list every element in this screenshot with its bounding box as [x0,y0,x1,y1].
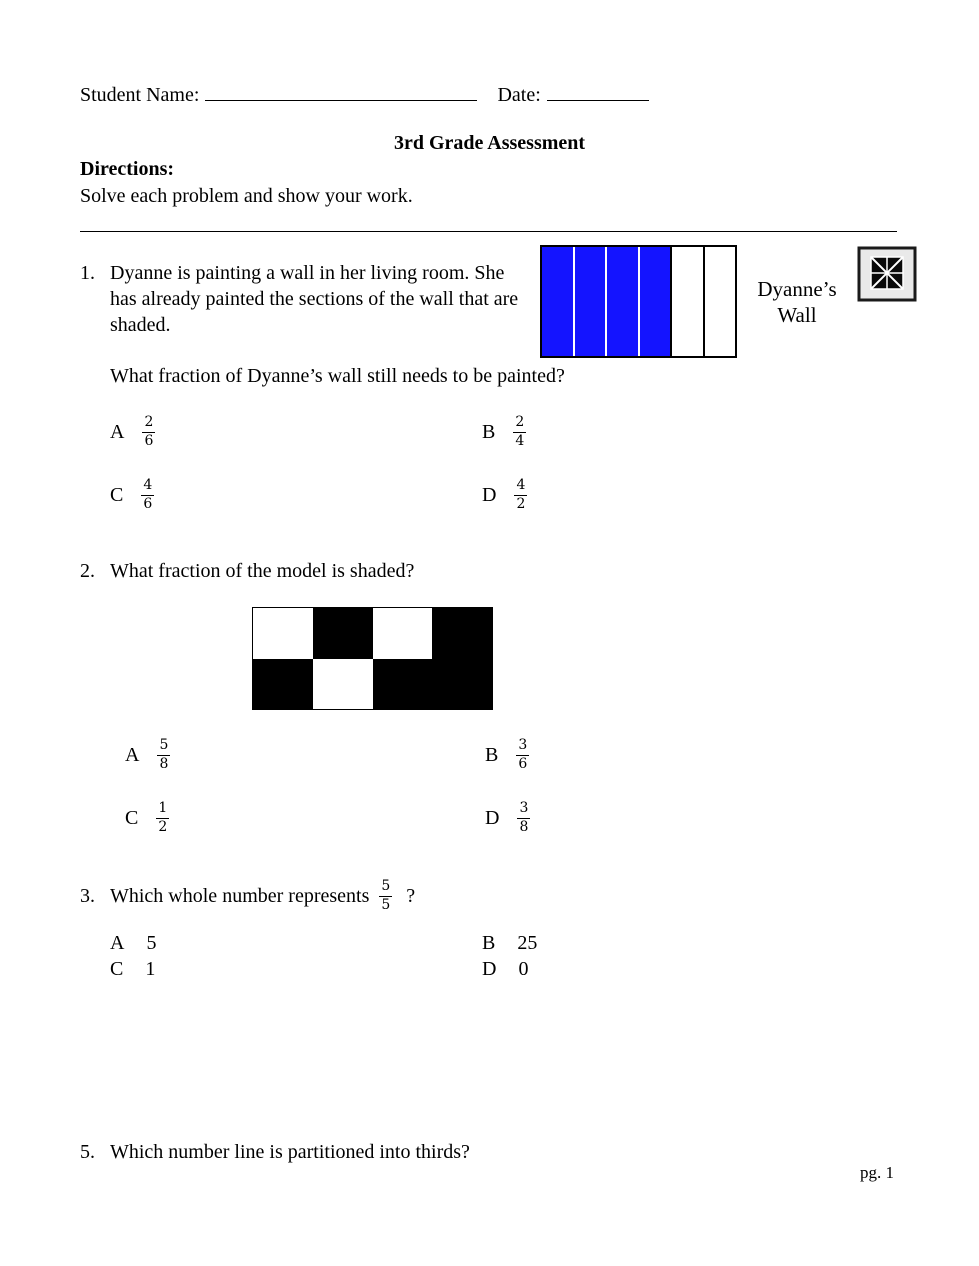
wall-section-shaded [640,247,673,356]
question-3-text: Which whole number represents [110,884,370,907]
q2-option-d [485,800,530,836]
page-title: 3rd Grade Assessment [393,132,586,154]
q1-option-c [110,477,154,513]
date-label: Date: [497,84,541,106]
question-5-number: 5. [80,1141,95,1163]
model-cell-unshaded [373,608,433,659]
question-1-prompt: What fraction of Dyanne’s wall still needs to be painted? [110,365,565,387]
question-1 [80,260,525,338]
option-letter: B [485,743,499,766]
model-cell-shaded [313,608,373,659]
model-cell-shaded [373,659,433,710]
wall-section-unshaded [672,247,705,356]
question-2 [80,558,580,584]
student-name-label: Student Name: [80,84,200,106]
question-2-text: What fraction of the model is shaded? [110,560,415,582]
q1-option-d [482,477,527,513]
option-value: 5 [146,932,157,954]
question-1-text: Dyanne is painting a wall in her living room. She has already painted the sections of the wall that are shaded. [110,262,519,336]
option-value: 1 [145,958,156,980]
fraction: $\frac{4}{6}$ [143,477,153,512]
model-cell-shaded [432,659,492,710]
wall-section-shaded [607,247,640,356]
q1-wall-graphic [540,245,737,358]
broken-image-icon [857,246,917,302]
option-letter: A [125,743,140,766]
q3-option-a [110,932,156,955]
q1-wall-label: Dyanne’s Wall [757,277,837,327]
option-value: 0 [518,958,529,980]
fraction: $\frac{5}{8}$ [159,737,169,772]
model-cell-unshaded [253,608,313,659]
q3-option-c [110,958,155,981]
name-date-row [80,81,649,107]
student-name-blank [205,81,477,101]
fraction: $\frac{2}{6}$ [144,414,154,449]
option-letter: A [110,932,125,954]
q1-option-b [482,414,526,450]
q2-option-c [125,800,169,836]
option-letter: D [482,483,497,506]
q2-option-b [485,737,529,773]
wall-section-shaded [575,247,608,356]
question-5 [80,1139,680,1165]
wall-section-shaded [542,247,575,356]
option-letter: A [110,420,125,443]
question-3 [80,878,415,914]
question-5-text: Which number line is partitioned into thirds? [110,1141,470,1163]
question-2-number: 2. [80,560,95,582]
fraction: $\frac{3}{8}$ [519,800,529,835]
directions-label: Directions: [80,158,175,180]
date-blank [547,81,649,101]
q1-option-a [110,414,155,450]
model-cell-shaded [432,608,492,659]
model-cell-unshaded [313,659,373,710]
q3-option-d [482,958,528,981]
fraction: $\frac{3}{6}$ [518,737,528,772]
wall-section-unshaded [705,247,736,356]
fraction: $\frac{4}{2}$ [516,477,526,512]
fraction: $\frac{1}{2}$ [158,800,168,835]
option-letter: D [482,958,497,980]
option-letter: C [125,806,139,829]
directions-text: Solve each problem and show your work. [80,185,413,207]
page-number: pg. 1 [860,1163,894,1182]
model-cell-shaded [253,659,313,710]
question-3-suffix: ? [406,884,416,907]
option-letter: B [482,932,496,954]
q3-option-b [482,932,537,955]
option-value: 25 [517,932,538,954]
q2-model-grid [252,607,493,710]
q2-option-a [125,737,170,773]
fraction: $\frac{2}{4}$ [515,414,525,449]
option-letter: D [485,806,500,829]
fraction: $\frac{5}{5}$ [381,878,391,913]
question-3-number: 3. [80,884,95,907]
option-letter: C [110,483,124,506]
question-1-number: 1. [80,262,95,284]
option-letter: C [110,958,124,980]
section-divider [80,231,897,232]
option-letter: B [482,420,496,443]
